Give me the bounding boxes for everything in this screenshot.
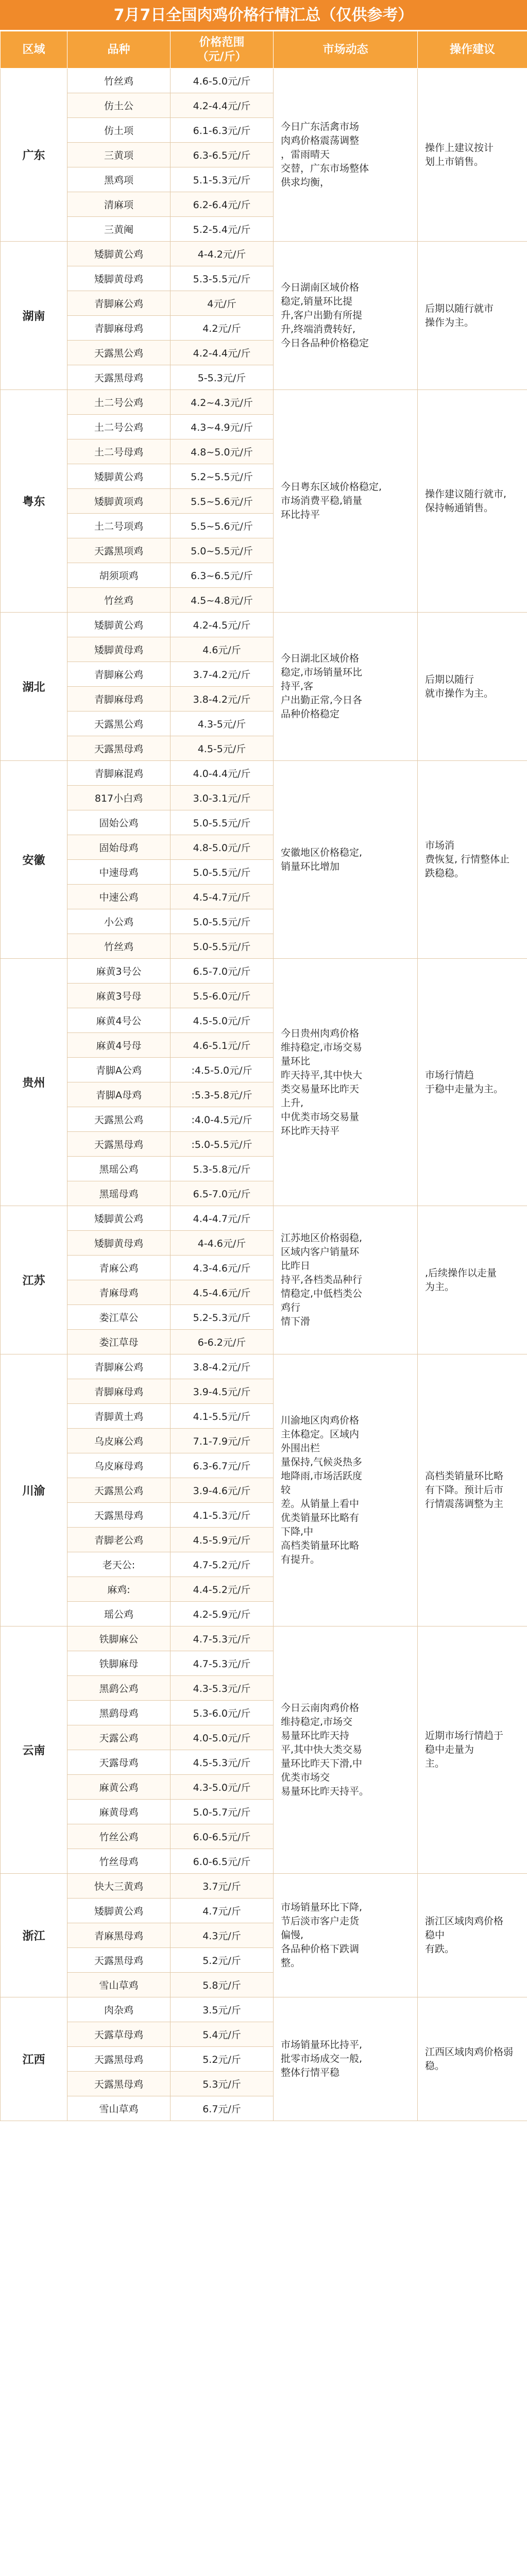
price-cell: 3.7元/斤 xyxy=(171,1874,274,1899)
breed-cell: 固始公鸡 xyxy=(67,810,171,835)
header-breed: 品种 xyxy=(67,31,171,69)
breed-cell: 仿土公 xyxy=(67,93,171,118)
market-dynamics: 市场销量环比下降, 节后淡市客户走货 偏慢, 各品种价格下跌调 整。 xyxy=(274,1874,418,1997)
price-cell: 5.0-5.5元/斤 xyxy=(171,909,274,934)
price-cell: 5.2元/斤 xyxy=(171,1948,274,1973)
price-cell: 4.7-5.3元/斤 xyxy=(171,1626,274,1651)
breed-cell: 小公鸡 xyxy=(67,909,171,934)
breed-cell: 青脚A母鸡 xyxy=(67,1082,171,1107)
breed-cell: 天露黑公鸡 xyxy=(67,1478,171,1503)
breed-cell: 中速公鸡 xyxy=(67,885,171,909)
breed-cell: 麻黄公鸡 xyxy=(67,1775,171,1800)
breed-cell: 青脚麻混鸡 xyxy=(67,761,171,786)
breed-cell: 天露黑公鸡 xyxy=(67,711,171,736)
table-row xyxy=(1,1997,527,2022)
price-cell: :4.0-4.5元/斤 xyxy=(171,1107,274,1132)
breed-cell: 三黄项 xyxy=(67,143,171,167)
breed-cell: 青麻母鸡 xyxy=(67,1280,171,1305)
breed-cell: 土二号母鸡 xyxy=(67,439,171,464)
breed-cell: 土二号公鸡 xyxy=(67,390,171,415)
breed-cell: 黑瑶母鸡 xyxy=(67,1181,171,1206)
header-price: 价格范围 （元/斤） xyxy=(171,31,274,69)
price-cell: 3.8-4.2元/斤 xyxy=(171,1354,274,1379)
breed-cell: 铁脚麻母 xyxy=(67,1651,171,1676)
breed-cell: 天露黑母鸡 xyxy=(67,365,171,390)
breed-cell: 矮脚黄公鸡 xyxy=(67,464,171,489)
breed-cell: 青脚黄土鸡 xyxy=(67,1404,171,1429)
market-dynamics: 今日湖北区域价格 稳定,市场销量环比 持平,客 户出勤正常,今日各 品种价格稳定 xyxy=(274,613,418,761)
market-dynamics: 今日云南肉鸡价格 维持稳定,市场交 易量环比昨天持 平,其中快大类交易 量环比昨天下滑,中 优类市场交 易量环比昨天持平。 xyxy=(274,1626,418,1874)
breed-cell: 天露黑母鸡 xyxy=(67,2072,171,2096)
operation-advice: 市场消 费恢复, 行情整体止 跌稳稳。 xyxy=(418,761,527,959)
price-cell: 4.7-5.3元/斤 xyxy=(171,1651,274,1676)
table-row xyxy=(1,242,527,266)
breed-cell: 麻鸡: xyxy=(67,1577,171,1602)
market-dynamics: 川渝地区肉鸡价格 主体稳定。区域内 外围出栏 量保持,气候炎热多 地降雨,市场活跃度 较 差。从销量上看中 优类销量环比略有 下降,中 高档类销量环比略 有提升。 xyxy=(274,1354,418,1626)
breed-cell: 天露黑母鸡 xyxy=(67,1132,171,1157)
price-cell: 5.1-5.3元/斤 xyxy=(171,167,274,192)
market-dynamics: 今日贵州肉鸡价格 维持稳定,市场交易 量环比 昨天持平,其中快大 类交易量环比昨天 上升, 中优类市场交易量 环比昨天持平 xyxy=(274,959,418,1206)
price-cell: 5.2-5.4元/斤 xyxy=(171,217,274,242)
breed-cell: 矮脚黄公鸡 xyxy=(67,1206,171,1231)
breed-cell: 天露黑公鸡 xyxy=(67,1107,171,1132)
breed-cell: 土二号公鸡 xyxy=(67,415,171,439)
price-cell: 5.5~5.6元/斤 xyxy=(171,514,274,538)
breed-cell: 竹丝鸡 xyxy=(67,588,171,613)
breed-cell: 天露黑母鸡 xyxy=(67,1948,171,1973)
breed-cell: 黑鹞公鸡 xyxy=(67,1676,171,1701)
price-cell: 3.8-4.2元/斤 xyxy=(171,687,274,711)
price-cell: 4-4.2元/斤 xyxy=(171,242,274,266)
breed-cell: 青麻公鸡 xyxy=(67,1256,171,1280)
breed-cell: 黑鸡项 xyxy=(67,167,171,192)
price-cell: 4.2-4.4元/斤 xyxy=(171,93,274,118)
price-cell: 5.2元/斤 xyxy=(171,2047,274,2072)
breed-cell: 肉杂鸡 xyxy=(67,1997,171,2022)
price-cell: 4.5-4.6元/斤 xyxy=(171,1280,274,1305)
operation-advice: 江西区域肉鸡价格弱稳。 xyxy=(418,1997,527,2121)
breed-cell: 瑶公鸡 xyxy=(67,1602,171,1626)
breed-cell: 黑瑶公鸡 xyxy=(67,1157,171,1181)
region-name: 湖南 xyxy=(1,242,67,390)
price-cell: :4.5-5.0元/斤 xyxy=(171,1058,274,1082)
breed-cell: 青脚麻母鸡 xyxy=(67,316,171,341)
price-cell: 6.5-7.0元/斤 xyxy=(171,959,274,984)
market-dynamics: 今日粤东区域价格稳定, 市场消费平稳,销量 环比持平 xyxy=(274,390,418,613)
price-cell: 6.7元/斤 xyxy=(171,2096,274,2121)
breed-cell: 青脚麻公鸡 xyxy=(67,662,171,687)
price-cell: 4.2元/斤 xyxy=(171,316,274,341)
breed-cell: 矮脚黄母鸡 xyxy=(67,637,171,662)
market-dynamics: 今日湖南区域价格 稳定,销量环比提 升,客户出勤有所提 升,终端消费转好, 今日各品种价格稳定 xyxy=(274,242,418,390)
breed-cell: 仿土项 xyxy=(67,118,171,143)
price-cell: 6.0-6.5元/斤 xyxy=(171,1824,274,1849)
price-cell: 5.3-5.5元/斤 xyxy=(171,266,274,291)
breed-cell: 乌皮麻公鸡 xyxy=(67,1429,171,1453)
price-cell: 3.9-4.6元/斤 xyxy=(171,1478,274,1503)
price-cell: 4.5-5元/斤 xyxy=(171,736,274,761)
breed-cell: 快大三黄鸡 xyxy=(67,1874,171,1899)
price-cell: 4.1-5.5元/斤 xyxy=(171,1404,274,1429)
breed-cell: 青脚麻母鸡 xyxy=(67,687,171,711)
breed-cell: 麻黄3号母 xyxy=(67,984,171,1008)
breed-cell: 中速母鸡 xyxy=(67,860,171,885)
breed-cell: 黑鹞母鸡 xyxy=(67,1701,171,1725)
price-cell: 3.9-4.5元/斤 xyxy=(171,1379,274,1404)
price-cell: 5.3-6.0元/斤 xyxy=(171,1701,274,1725)
price-cell: 5.0~5.5元/斤 xyxy=(171,538,274,563)
breed-cell: 矮脚黄公鸡 xyxy=(67,1899,171,1923)
price-cell: 5.5~5.6元/斤 xyxy=(171,489,274,514)
region-name: 江苏 xyxy=(1,1206,67,1354)
price-cell: 4.3~4.9元/斤 xyxy=(171,415,274,439)
breed-cell: 娄江草母 xyxy=(67,1330,171,1354)
breed-cell: 天露母鸡 xyxy=(67,1750,171,1775)
price-cell: 4.5~4.8元/斤 xyxy=(171,588,274,613)
price-cell: 4.5-5.0元/斤 xyxy=(171,1008,274,1033)
price-cell: 5.8元/斤 xyxy=(171,1973,274,1997)
market-dynamics: 安徽地区价格稳定, 销量环比增加 xyxy=(274,761,418,959)
region-name: 江西 xyxy=(1,1997,67,2121)
price-cell: 3.5元/斤 xyxy=(171,1997,274,2022)
price-cell: 4-4.6元/斤 xyxy=(171,1231,274,1256)
price-cell: 6.3-6.7元/斤 xyxy=(171,1453,274,1478)
region-name: 安徽 xyxy=(1,761,67,959)
price-cell: 3.0-3.1元/斤 xyxy=(171,786,274,810)
breed-cell: 817小白鸡 xyxy=(67,786,171,810)
price-table xyxy=(0,31,527,2121)
breed-cell: 麻黄4号母 xyxy=(67,1033,171,1058)
breed-cell: 天露黑母鸡 xyxy=(67,1503,171,1528)
region-name: 云南 xyxy=(1,1626,67,1874)
operation-advice: 市场行情趋 于稳中走量为主。 xyxy=(418,959,527,1206)
header-row xyxy=(1,31,527,69)
price-cell: 4.5-5.9元/斤 xyxy=(171,1528,274,1552)
price-cell: 4元/斤 xyxy=(171,291,274,316)
price-cell: 4.8~5.0元/斤 xyxy=(171,439,274,464)
breed-cell: 天露黑母鸡 xyxy=(67,2047,171,2072)
price-cell: 4.3-5元/斤 xyxy=(171,711,274,736)
breed-cell: 青麻黑母鸡 xyxy=(67,1923,171,1948)
operation-advice: 近期市场行情趋于 稳中走量为 主。 xyxy=(418,1626,527,1874)
breed-cell: 固始母鸡 xyxy=(67,835,171,860)
breed-cell: 雪山草鸡 xyxy=(67,1973,171,1997)
breed-cell: 矮脚黄公鸡 xyxy=(67,242,171,266)
table-row xyxy=(1,761,527,786)
breed-cell: 青脚A公鸡 xyxy=(67,1058,171,1082)
price-cell: 4.0-4.4元/斤 xyxy=(171,761,274,786)
price-cell: 6.2-6.4元/斤 xyxy=(171,192,274,217)
price-cell: 5.0-5.5元/斤 xyxy=(171,810,274,835)
breed-cell: 天露黑项鸡 xyxy=(67,538,171,563)
price-cell: 4.7-5.2元/斤 xyxy=(171,1552,274,1577)
price-cell: 4.7元/斤 xyxy=(171,1899,274,1923)
price-cell: 4.4-5.2元/斤 xyxy=(171,1577,274,1602)
breed-cell: 老天公: xyxy=(67,1552,171,1577)
breed-cell: 三黄阉 xyxy=(67,217,171,242)
price-cell: 7.1-7.9元/斤 xyxy=(171,1429,274,1453)
market-dynamics: 江苏地区价格弱稳, 区域内客户销量环 比昨日 持平,各档类品种行 情稳定,中低档类公 鸡行 情下滑 xyxy=(274,1206,418,1354)
price-cell: 4.3-4.6元/斤 xyxy=(171,1256,274,1280)
region-name: 浙江 xyxy=(1,1874,67,1997)
breed-cell: 乌皮麻母鸡 xyxy=(67,1453,171,1478)
price-cell: 5.5-6.0元/斤 xyxy=(171,984,274,1008)
price-cell: 4.2~4.3元/斤 xyxy=(171,390,274,415)
breed-cell: 雪山草鸡 xyxy=(67,2096,171,2121)
region-name: 川渝 xyxy=(1,1354,67,1626)
table-row xyxy=(1,1874,527,1899)
price-cell: 6.5-7.0元/斤 xyxy=(171,1181,274,1206)
breed-cell: 青脚麻母鸡 xyxy=(67,1379,171,1404)
table-row xyxy=(1,69,527,93)
price-cell: 4.0-5.0元/斤 xyxy=(171,1725,274,1750)
price-cell: 4.3-5.3元/斤 xyxy=(171,1676,274,1701)
price-cell: 4.3元/斤 xyxy=(171,1923,274,1948)
price-cell: 5.0-5.5元/斤 xyxy=(171,860,274,885)
breed-cell: 娄江草公 xyxy=(67,1305,171,1330)
price-cell: 4.6-5.1元/斤 xyxy=(171,1033,274,1058)
price-cell: 5-5.3元/斤 xyxy=(171,365,274,390)
operation-advice: 浙江区域肉鸡价格 稳中 有跌。 xyxy=(418,1874,527,1997)
price-cell: 4.5-5.3元/斤 xyxy=(171,1750,274,1775)
table-row xyxy=(1,959,527,984)
page-title: 7月7日全国肉鸡价格行情汇总（仅供参考） xyxy=(0,0,527,31)
table-row xyxy=(1,1206,527,1231)
price-cell: 4.2-4.5元/斤 xyxy=(171,613,274,637)
breed-cell: 麻黄4号公 xyxy=(67,1008,171,1033)
price-cell: 4.1-5.3元/斤 xyxy=(171,1503,274,1528)
header-region: 区域 xyxy=(1,31,67,69)
price-cell: :5.0-5.5元/斤 xyxy=(171,1132,274,1157)
table-row xyxy=(1,613,527,637)
region-name: 粤东 xyxy=(1,390,67,613)
price-cell: 4.2-5.9元/斤 xyxy=(171,1602,274,1626)
table-row xyxy=(1,1354,527,1379)
market-dynamics: 市场销量环比持平, 批零市场成交一般, 整体行情平稳 xyxy=(274,1997,418,2121)
breed-cell: 青脚麻公鸡 xyxy=(67,291,171,316)
breed-cell: 矮脚黄母鸡 xyxy=(67,266,171,291)
breed-cell: 天露黑母鸡 xyxy=(67,736,171,761)
price-cell: 5.3元/斤 xyxy=(171,2072,274,2096)
region-name: 湖北 xyxy=(1,613,67,761)
price-cell: 4.6元/斤 xyxy=(171,637,274,662)
header-advice: 操作建议 xyxy=(418,31,527,69)
price-cell: 6.1-6.3元/斤 xyxy=(171,118,274,143)
price-cell: 5.2~5.5元/斤 xyxy=(171,464,274,489)
price-cell: 3.7-4.2元/斤 xyxy=(171,662,274,687)
operation-advice: 高档类销量环比略 有下降。预计后市 行情震荡调整为主 xyxy=(418,1354,527,1626)
breed-cell: 矮脚黄公鸡 xyxy=(67,613,171,637)
breed-cell: 天露草母鸡 xyxy=(67,2022,171,2047)
breed-cell: 青脚老公鸡 xyxy=(67,1528,171,1552)
operation-advice: 后期以随行就市 操作为主。 xyxy=(418,242,527,390)
price-cell: 4.5-4.7元/斤 xyxy=(171,885,274,909)
table-body xyxy=(1,69,527,2121)
breed-cell: 天露黑公鸡 xyxy=(67,341,171,365)
breed-cell: 竹丝公鸡 xyxy=(67,1824,171,1849)
header-dynamics: 市场动态 xyxy=(274,31,418,69)
breed-cell: 麻黄3号公 xyxy=(67,959,171,984)
price-cell: 6.3~6.5元/斤 xyxy=(171,563,274,588)
operation-advice: ,后续操作以走量 为主。 xyxy=(418,1206,527,1354)
price-cell: 5.2-5.3元/斤 xyxy=(171,1305,274,1330)
breed-cell: 麻黄母鸡 xyxy=(67,1800,171,1824)
table-row xyxy=(1,1626,527,1651)
breed-cell: 矮脚黄母鸡 xyxy=(67,1231,171,1256)
breed-cell: 青脚麻公鸡 xyxy=(67,1354,171,1379)
price-cell: 6-6.2元/斤 xyxy=(171,1330,274,1354)
market-dynamics: 今日广东活禽市场 肉鸡价格震荡调整 ，雷雨晴天 交替，广东市场整体 供求均衡， xyxy=(274,69,418,242)
price-cell: 6.3-6.5元/斤 xyxy=(171,143,274,167)
breed-cell: 矮脚黄项鸡 xyxy=(67,489,171,514)
breed-cell: 竹丝母鸡 xyxy=(67,1849,171,1874)
breed-cell: 胡须项鸡 xyxy=(67,563,171,588)
price-cell: 4.6-5.0元/斤 xyxy=(171,69,274,93)
region-name: 贵州 xyxy=(1,959,67,1206)
operation-advice: 操作上建议按计 划上市销售。 xyxy=(418,69,527,242)
region-name: 广东 xyxy=(1,69,67,242)
breed-cell: 清麻项 xyxy=(67,192,171,217)
price-cell: 4.2-4.4元/斤 xyxy=(171,341,274,365)
price-cell: 4.8-5.0元/斤 xyxy=(171,835,274,860)
price-cell: 6.0-6.5元/斤 xyxy=(171,1849,274,1874)
operation-advice: 操作建议随行就市, 保持畅通销售。 xyxy=(418,390,527,613)
breed-cell: 天露公鸡 xyxy=(67,1725,171,1750)
price-cell: :5.3-5.8元/斤 xyxy=(171,1082,274,1107)
price-cell: 4.4-4.7元/斤 xyxy=(171,1206,274,1231)
breed-cell: 竹丝鸡 xyxy=(67,934,171,959)
price-cell: 5.4元/斤 xyxy=(171,2022,274,2047)
breed-cell: 竹丝鸡 xyxy=(67,69,171,93)
breed-cell: 土二号项鸡 xyxy=(67,514,171,538)
price-cell: 4.3-5.0元/斤 xyxy=(171,1775,274,1800)
operation-advice: 后期以随行 就市操作为主。 xyxy=(418,613,527,761)
table-row xyxy=(1,390,527,415)
price-cell: 5.3-5.8元/斤 xyxy=(171,1157,274,1181)
breed-cell: 铁脚麻公 xyxy=(67,1626,171,1651)
price-cell: 5.0-5.7元/斤 xyxy=(171,1800,274,1824)
price-cell: 5.0-5.5元/斤 xyxy=(171,934,274,959)
